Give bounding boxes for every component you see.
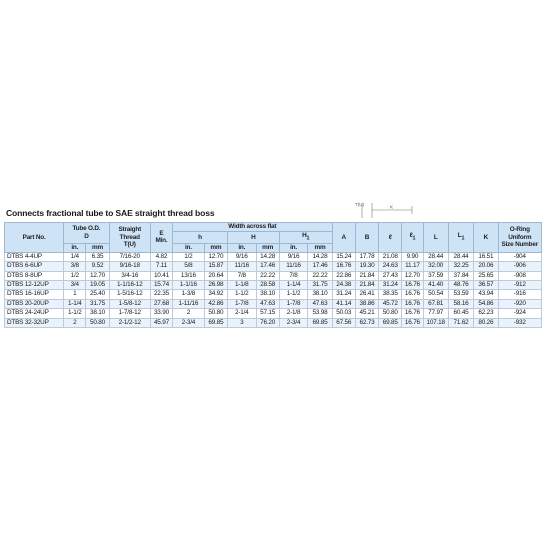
table-cell: 25.65 (474, 271, 498, 280)
table-cell: 11.17 (402, 262, 423, 271)
header-big-h: H (227, 232, 279, 244)
table-cell: 41.14 (332, 299, 355, 308)
table-row (5, 318, 542, 327)
table-cell: 17.46 (308, 262, 332, 271)
table-cell: 2-3/4 (279, 318, 308, 327)
table-cell: 17.78 (355, 252, 378, 261)
table-cell: 9/16 (279, 252, 308, 261)
table-cell: 9.52 (86, 262, 109, 271)
table-cell: 1-7/8-12 (109, 309, 150, 318)
table-cell: 27.43 (379, 271, 402, 280)
table-cell: 38.10 (86, 309, 109, 318)
table-cell: -906 (498, 262, 541, 271)
table-cell: 16.76 (402, 318, 423, 327)
table-cell: 67.81 (423, 299, 448, 308)
table-cell: 1-1/2 (227, 290, 256, 299)
dimension-sketch (352, 200, 422, 220)
table-cell: -920 (498, 299, 541, 308)
header-h1: $H_1$ (279, 232, 332, 244)
table-cell: 48.76 (448, 281, 473, 290)
table-cell: 25.40 (86, 290, 109, 299)
header-k: K (474, 223, 498, 253)
table-cell: 53.98 (308, 309, 332, 318)
table-cell: 1/2 (64, 271, 86, 280)
table-cell: 17.46 (256, 262, 279, 271)
table-cell: 38.10 (256, 290, 279, 299)
table-cell: -932 (498, 318, 541, 327)
part-number-cell: DTBS 8-8UP (5, 271, 64, 280)
header-l: ℓ (379, 223, 402, 253)
table-cell: 47.63 (308, 299, 332, 308)
table-cell: 20.06 (474, 262, 498, 271)
table-cell: 2-1/8 (279, 309, 308, 318)
header-unit-mm: mm (256, 243, 279, 252)
table-cell: 58.16 (448, 299, 473, 308)
table-cell: 20.64 (204, 271, 227, 280)
table-cell: 12.70 (402, 271, 423, 280)
header-big-l: L (423, 223, 448, 253)
table-cell: 24.38 (332, 281, 355, 290)
table-cell: 107.18 (423, 318, 448, 327)
sketch-label-k: K (390, 204, 394, 210)
table-cell: 31.24 (379, 281, 402, 290)
header-unit-mm: mm (308, 243, 332, 252)
table-cell: 28.58 (256, 281, 279, 290)
table-cell: 28.44 (423, 252, 448, 261)
header-unit-in: in. (279, 243, 308, 252)
table-cell: 1/2 (173, 252, 205, 261)
table-cell: 1-1/2 (64, 309, 86, 318)
header-straight-thread: Straight Thread T(U) (109, 223, 150, 253)
table-cell: 7/8 (227, 271, 256, 280)
table-cell: 3/4-16 (109, 271, 150, 280)
table-cell: 22.35 (150, 290, 172, 299)
table-cell: 1-3/8 (173, 290, 205, 299)
table-cell: 15.87 (204, 262, 227, 271)
header-part-no: Part No. (5, 223, 64, 253)
table-cell: 42.86 (204, 299, 227, 308)
table-cell: 12.70 (86, 271, 109, 280)
table-cell: 15.24 (332, 252, 355, 261)
table-cell: 13/16 (173, 271, 205, 280)
table-cell: 36.57 (474, 281, 498, 290)
table-body (5, 252, 542, 327)
table-cell: 45.72 (379, 299, 402, 308)
table-cell: 28.44 (448, 252, 473, 261)
table-cell: 1-5/16-12 (109, 290, 150, 299)
table-cell: 45.21 (355, 309, 378, 318)
table-cell: -924 (498, 309, 541, 318)
table-cell: 26.41 (355, 290, 378, 299)
table-cell: 69.85 (308, 318, 332, 327)
table-row (5, 299, 542, 308)
table-cell: 45.97 (150, 318, 172, 327)
table-cell: 7/16-20 (109, 252, 150, 261)
table-cell: 71.62 (448, 318, 473, 327)
table-cell: 9.90 (402, 252, 423, 261)
page-title: Connects fractional tube to SAE straight thread boss (6, 208, 215, 218)
table-row (5, 309, 542, 318)
table-row (5, 271, 542, 280)
table-cell: 38.86 (355, 299, 378, 308)
table-cell: -916 (498, 290, 541, 299)
table-cell: 3/8 (64, 262, 86, 271)
table-cell: 9/16 (227, 252, 256, 261)
table-cell: 14.28 (256, 252, 279, 261)
table-cell: 12.70 (204, 252, 227, 261)
table-cell: 27.68 (150, 299, 172, 308)
part-number-cell: DTBS 16-16UP (5, 290, 64, 299)
table-cell: 10.41 (150, 271, 172, 280)
table-cell: 31.24 (332, 290, 355, 299)
table-cell: 67.56 (332, 318, 355, 327)
table-cell: 50.03 (332, 309, 355, 318)
table-cell: 6.35 (86, 252, 109, 261)
table-cell: 21.08 (379, 252, 402, 261)
table-row (5, 262, 542, 271)
table-cell: 2-1/2-12 (109, 318, 150, 327)
table-cell: 47.63 (256, 299, 279, 308)
table-row (5, 290, 542, 299)
table-cell: 19.30 (355, 262, 378, 271)
table-cell: 22.22 (308, 271, 332, 280)
table-cell: 16.51 (474, 252, 498, 261)
table-cell: 38.10 (308, 290, 332, 299)
table-cell: 50.80 (86, 318, 109, 327)
part-number-cell: DTBS 32-32UP (5, 318, 64, 327)
header-l1: ℓ$_1$ (402, 223, 423, 253)
header-unit-mm: mm (86, 243, 109, 252)
table-cell: 1-1/16-12 (109, 281, 150, 290)
table-cell: 41.40 (423, 281, 448, 290)
table-cell: 3/4 (64, 281, 86, 290)
table-cell: 37.84 (448, 271, 473, 280)
table-cell: -908 (498, 271, 541, 280)
table-cell: 7/8 (279, 271, 308, 280)
part-number-cell: DTBS 24-24UP (5, 309, 64, 318)
table-cell: 9/16-18 (109, 262, 150, 271)
table-cell: 2-1/4 (227, 309, 256, 318)
table-cell: 16.76 (402, 290, 423, 299)
table-cell: 4.82 (150, 252, 172, 261)
table-cell: 7.11 (150, 262, 172, 271)
table-cell: 33.90 (150, 309, 172, 318)
table-cell: 2 (64, 318, 86, 327)
table-cell: 80.26 (474, 318, 498, 327)
part-number-cell: DTBS 6-6UP (5, 262, 64, 271)
table-cell: 38.35 (379, 290, 402, 299)
table-cell: 50.80 (204, 309, 227, 318)
table-cell: 15.74 (150, 281, 172, 290)
table-cell: 16.76 (332, 262, 355, 271)
header-tube-od: Tube O.D. D (64, 223, 109, 244)
table-cell: 22.86 (332, 271, 355, 280)
table-cell: 34.92 (204, 290, 227, 299)
header-e-min: E Min. (150, 223, 172, 253)
table-cell: 69.85 (204, 318, 227, 327)
table-cell: 54.86 (474, 299, 498, 308)
table-cell: 60.45 (448, 309, 473, 318)
header-unit-mm: mm (204, 243, 227, 252)
table-cell: 1-1/4 (64, 299, 86, 308)
table-cell: 2-3/4 (173, 318, 205, 327)
table-cell: 24.63 (379, 262, 402, 271)
table-cell: 32.00 (423, 262, 448, 271)
header-unit-in: in. (227, 243, 256, 252)
table-cell: 5/8 (173, 262, 205, 271)
table-cell: -904 (498, 252, 541, 261)
header-width-across-flat: Width across flat (173, 223, 333, 232)
spec-table (4, 222, 542, 328)
table-cell: 31.75 (308, 281, 332, 290)
table-cell: 1-7/8 (227, 299, 256, 308)
table-cell: 31.75 (86, 299, 109, 308)
table-cell: 21.84 (355, 271, 378, 280)
table-cell: 11/16 (279, 262, 308, 271)
table-cell: 1-5/8-12 (109, 299, 150, 308)
table-cell: 76.20 (256, 318, 279, 327)
table-cell: 77.97 (423, 309, 448, 318)
table-cell: 3 (227, 318, 256, 327)
table-cell: 1-1/2 (279, 290, 308, 299)
table-cell: 1/4 (64, 252, 86, 261)
table-row (5, 281, 542, 290)
table-cell: 1-7/8 (279, 299, 308, 308)
part-number-cell: DTBS 20-20UP (5, 299, 64, 308)
table-cell: 50.80 (379, 309, 402, 318)
table-cell: 62.73 (355, 318, 378, 327)
table-cell: 32.25 (448, 262, 473, 271)
table-cell: 14.28 (308, 252, 332, 261)
table-cell: 53.59 (448, 290, 473, 299)
sketch-label-t: T(U) (355, 202, 364, 207)
table-cell: 37.59 (423, 271, 448, 280)
table-cell: 57.15 (256, 309, 279, 318)
header-big-l1: $L_1$ (448, 223, 473, 253)
header-unit-in: in. (173, 243, 205, 252)
table-cell: 1-11/16 (173, 299, 205, 308)
header-b: B (355, 223, 378, 253)
header-oring: O-Ring Uniform Size Number (498, 223, 541, 253)
table-cell: 19.05 (86, 281, 109, 290)
table-cell: 11/16 (227, 262, 256, 271)
header-a: A (332, 223, 355, 253)
header-row-1 (5, 223, 542, 232)
part-number-cell: DTBS 12-12UP (5, 281, 64, 290)
table-cell: 43.94 (474, 290, 498, 299)
table-cell: 1-1/8 (227, 281, 256, 290)
table-row (5, 252, 542, 261)
header-h: h (173, 232, 228, 244)
table-cell: 16.76 (402, 309, 423, 318)
table-cell: 22.22 (256, 271, 279, 280)
table-cell: 21.84 (355, 281, 378, 290)
table-cell: 16.76 (402, 281, 423, 290)
table-cell: 2 (173, 309, 205, 318)
table-cell: -912 (498, 281, 541, 290)
table-cell: 62.23 (474, 309, 498, 318)
table-cell: 69.85 (379, 318, 402, 327)
table-cell: 1 (64, 290, 86, 299)
table-cell: 50.54 (423, 290, 448, 299)
table-cell: 26.98 (204, 281, 227, 290)
part-number-cell: DTBS 4-4UP (5, 252, 64, 261)
header-unit-in: in. (64, 243, 86, 252)
table-cell: 16.76 (402, 299, 423, 308)
table-cell: 1-1/4 (279, 281, 308, 290)
table-cell: 1-1/16 (173, 281, 205, 290)
